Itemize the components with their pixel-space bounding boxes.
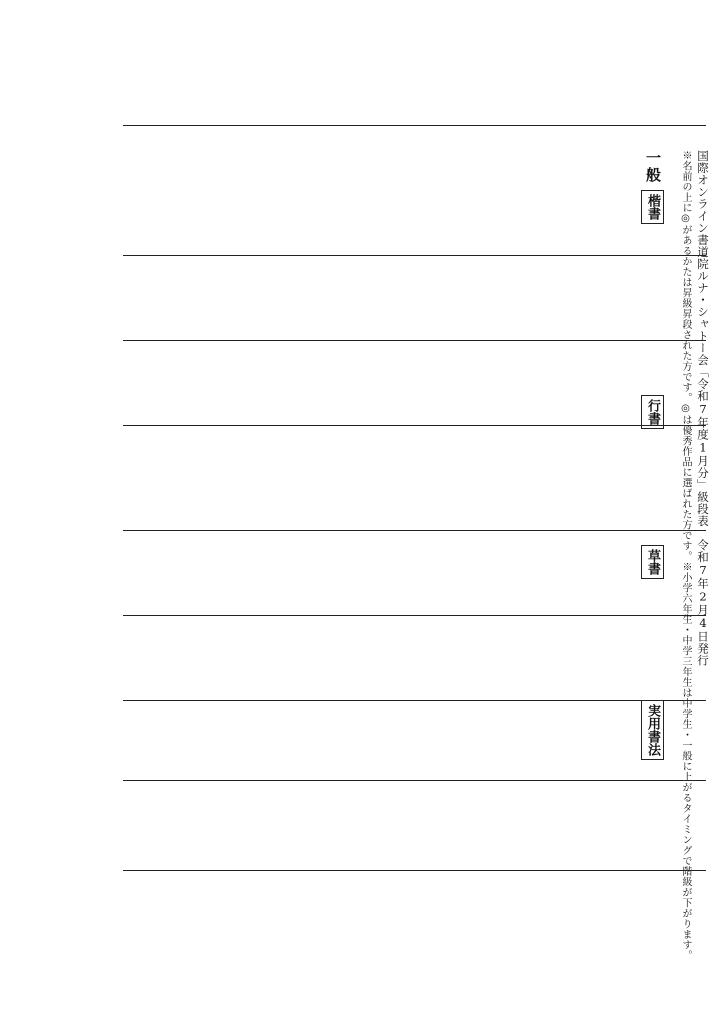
header-note: ※名前の上に◎があるかたは昇級昇段された方です。◎は優秀作品に選ばれた方です。※小学六年生・中学三年生は中学生・一般に上がるタイミングで階級が下がります。 bbox=[680, 150, 691, 961]
band-rule bbox=[123, 530, 706, 531]
band-rule bbox=[123, 425, 706, 426]
section-sosho-label: 草書 bbox=[641, 545, 664, 579]
band-rule bbox=[123, 615, 706, 616]
section-kaisho-label: 楷書 bbox=[641, 190, 664, 224]
section-general: 一般 bbox=[644, 150, 662, 184]
header-title: 国際オンライン書道院ルナ・シャトー会「令和7年度1月分」級段表 令和7年2月4日発行 bbox=[696, 150, 710, 667]
band-rule bbox=[123, 700, 706, 701]
band-rule bbox=[123, 255, 706, 256]
band-rule bbox=[123, 780, 706, 781]
band-rule bbox=[123, 125, 706, 126]
band-rule bbox=[123, 870, 706, 871]
band-rule bbox=[123, 340, 706, 341]
section-gyosho-label: 行書 bbox=[641, 395, 664, 429]
section-jitsuyo-label: 実用書法 bbox=[641, 700, 664, 760]
